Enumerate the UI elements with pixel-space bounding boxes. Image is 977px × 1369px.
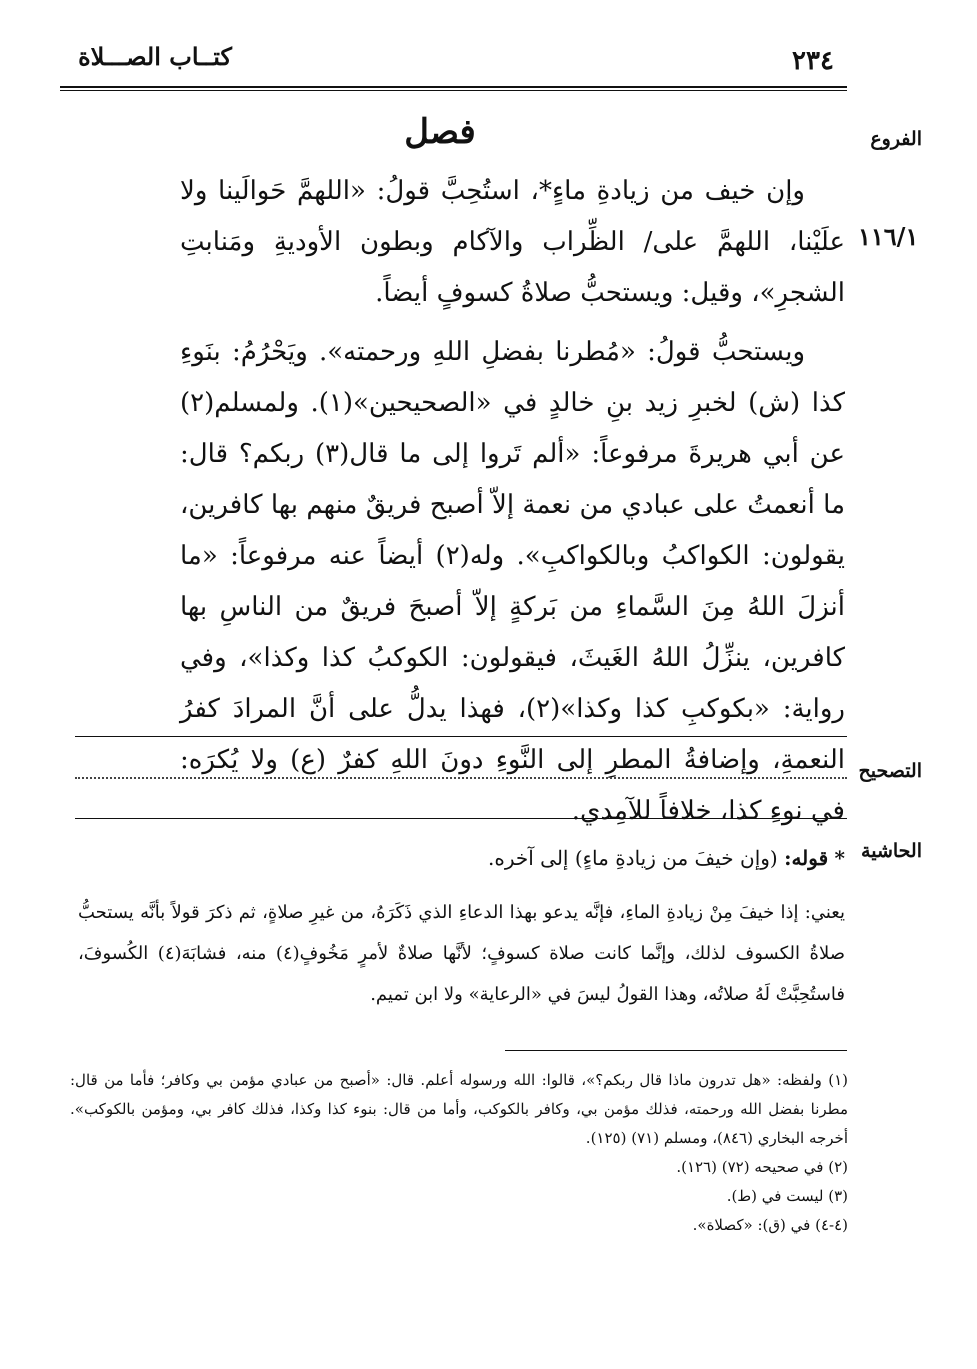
section-heading: فصل bbox=[404, 112, 476, 152]
footnote-3: (٣) ليست في (ط). bbox=[726, 1187, 848, 1205]
tashih-label: التصحيح bbox=[858, 760, 922, 782]
main-paragraph-1: وإن خيف من زيادةِ ماءٍ*، استُحِبَّ قولُ: «اللهمَّ حَوالَينا ولا علَيْنا، اللهمَّ على/ الظِّراب والآكام وبطون الأوديةِ ومَنابتِ الشجرِ»، وقيل: ويستحبُّ صلاةُ كسوفٍ أيضاً. bbox=[180, 176, 845, 308]
hashiya-label: الحاشية bbox=[861, 840, 922, 862]
folio-reference: ١١٦/١ bbox=[858, 222, 919, 251]
header-rule bbox=[60, 86, 847, 91]
tashih-dotted-line bbox=[75, 763, 847, 779]
hashiya-body bbox=[78, 892, 845, 1015]
furu-label: الفروع bbox=[870, 128, 922, 150]
asterisk-marker: * bbox=[834, 846, 845, 870]
hashiya-heading bbox=[200, 842, 845, 874]
divider-rule bbox=[75, 736, 847, 737]
footnotes bbox=[70, 1066, 848, 1240]
footnote-4: (٤-٤) في (ق): «كصلاة». bbox=[692, 1216, 848, 1234]
hashiya-paragraph: يعني: إذا خيفَ مِنْ زيادةِ الماءِ، فإنَّه يدعو بهذا الدعاءِ الذي ذَكَرَهُ، من غيرِ صلاةٍ، ثم ذكرَ قولاً بأنَّه يستحبُّ صلاةُ الكسوف لذلك، وإنَّما كانت صلاة كسوفٍ؛ لأنَّها صلاةٌ لأمرٍ مَخُوفٍ(٤) منه، فشابَهَ(٤) الكُسوفَ، فاستُحِبَّتْ لَهُ صلاتُه، وهذا القولُ ليسَ في «الرعاية» ولا ابن تميم. bbox=[78, 902, 845, 1005]
hashiya-keyword: قوله: bbox=[784, 846, 829, 870]
page-number: ٢٣٤ bbox=[792, 46, 834, 76]
footnote-2: (٢) في صحيحه (٧٢) (١٢٦). bbox=[676, 1158, 848, 1176]
running-title: كتــاب الصـــلاة bbox=[78, 42, 232, 71]
footnote-rule bbox=[505, 1050, 847, 1051]
hashiya-quote: (وإن خيفَ من زيادةِ ماءٍ) إلى آخره. bbox=[488, 846, 778, 870]
main-paragraph-2: ويستحبُّ قولُ: «مُطرنا بفضلِ اللهِ ورحمته». ويَحْرُمُ: بنَوءِ كذا (ش) لخبرِ زيد بنِ خالدٍ في «الصحيحين»(١). ولمسلم(٢) عن أبي هريرةَ مرفوعاً: «ألم تَروا إلى ما قال(٣) ربكم؟ قال: ما أنعمتُ على عبادي من نعمة إلاّ أصبح فريقٌ منهم بها كافرين، يقولون: الكواكبُ وبالكواكبِ». وله(٢) أيضاً عنه مرفوعاً: «ما أنزلَ اللهُ مِنَ السَّماءِ من بَركةٍ إلاّ أصبحَ فريقٌ من الناسِ بها كافرين، ينزِّلُ اللهُ الغَيثَ، فيقولون: الكوكبُ كذا وكذا»، وفي رواية: «بكوكبِ كذا وكذا»(٢)، فهذا يدلُّ على أنَّ المرادَ كفرُ النعمةِ، وإضافةُ المطرِ إلى النَّوءِ دونَ اللهِ كفرٌ (ع) ولا يُكرَه: في نوءِ كذا، خلافاً للآمِدي. bbox=[180, 337, 845, 826]
divider-rule bbox=[75, 818, 847, 819]
footnote-1: (١) ولفظه: «هل تدرون ماذا قال ربكم؟»، قالوا: الله ورسوله أعلم. قال: «أصبح من عبادي مؤمن بي وكافر؛ فأما من قال: مطرنا بفضل الله ورحمته، فذلك مؤمن بي، وكافر بالكوكب، وأما من قال: بنوء كذا وكذا، فذلك كافر بي، ومؤمن بالكوكب». أخرجه البخاري (٨٤٦)، ومسلم (٧١) (١٢٥). bbox=[70, 1071, 848, 1147]
